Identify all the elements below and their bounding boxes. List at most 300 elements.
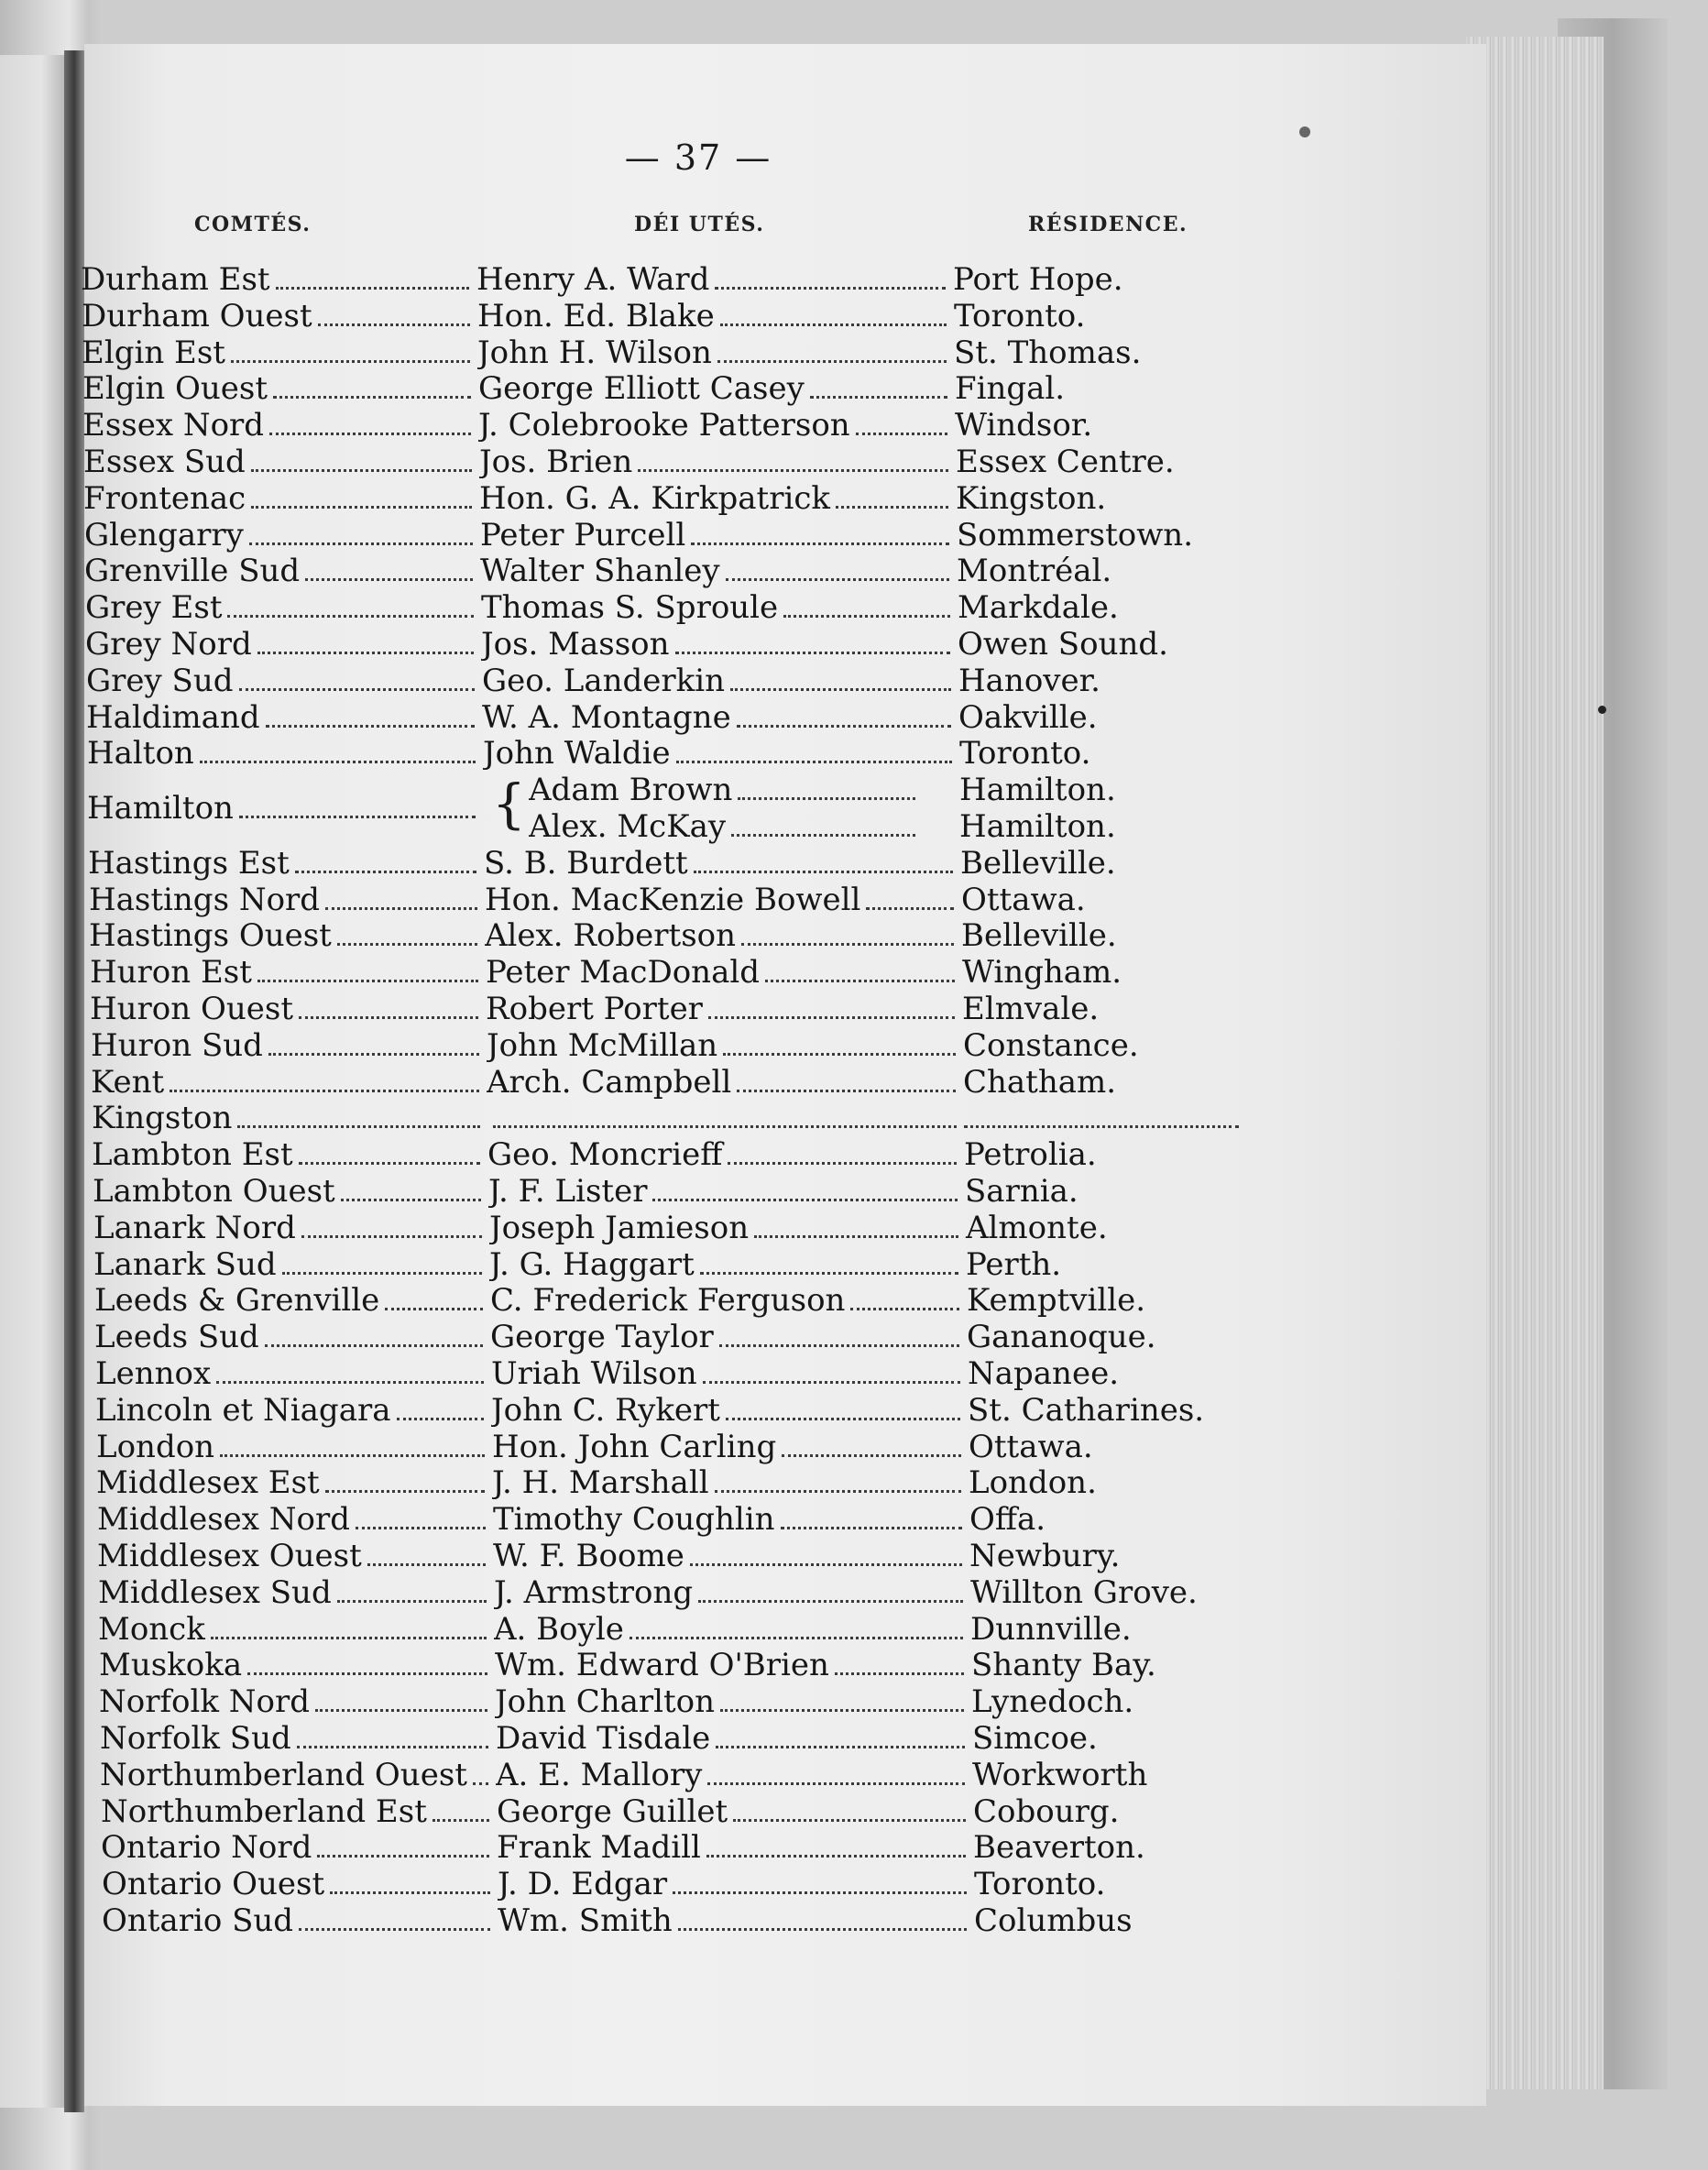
deputy-cell-text: S. B. Burdett [484,845,688,882]
county-cell [99,1647,495,1683]
deputy-cell-text: A. E. Mallory [496,1757,703,1793]
county-cell [98,1574,494,1611]
county-cell [95,1392,491,1429]
residence-cell: Petrolia. [964,1136,1097,1173]
residence-cell: Kingston. [956,480,1107,517]
table-row [0,589,1708,626]
dot-leader [305,575,473,581]
deputy-cell [476,261,953,298]
dot-leader [717,356,947,363]
residence-cell: Kemptville. [967,1282,1146,1319]
dot-leader [367,1560,486,1566]
deputy-cell [495,1683,971,1720]
county-cell [86,663,482,699]
county-cell [101,1829,497,1866]
dot-leader [276,283,469,290]
deputy-cell-text: Jos. Masson [481,626,670,663]
residence-cell: Willton Grove. [970,1574,1198,1611]
deputy-cell-text: Geo. Landerkin [482,663,726,699]
county-cell [95,1355,491,1392]
county-cell [91,1064,487,1101]
deputy-cell [478,407,955,444]
county-cell-text: Hastings Ouest [89,917,332,954]
deputy-cell-text: John Waldie [483,735,671,772]
residence-cell: Toronto. [954,298,1086,334]
county-cell [96,1429,492,1465]
deputy-cell [481,626,958,663]
deputy-cell-text: Arch. Campbell [487,1064,732,1101]
dot-leader [730,685,951,691]
residence-cell: Markdale. [958,589,1119,626]
residence-cell: London. [969,1464,1097,1501]
deputy-cell [529,808,923,845]
county-cell-text: Leeds & Grenville [94,1282,380,1319]
table-row [0,954,1708,991]
table-row [0,882,1708,918]
county-cell-text: Grenville Sud [84,553,301,589]
county-cell-text: Elgin Est [82,334,225,371]
residence-cell: Simcoe. [972,1720,1098,1757]
county-cell [92,1136,487,1173]
dot-leader [964,1122,1239,1128]
deputy-cell [489,1210,966,1246]
dot-leader [325,904,477,910]
county-cell [96,1464,492,1501]
deputy-cell [492,1429,969,1465]
deputy-cell [495,1647,971,1683]
residence-cell: St. Catharines. [968,1392,1205,1429]
deputy-cell-text: Henry A. Ward [476,261,710,298]
dot-leader [737,1086,956,1092]
deputy-cell-text: David Tisdale [496,1720,711,1757]
county-cell-text: Frontenac [83,480,246,517]
dot-leader [282,1268,482,1275]
dot-leader [356,1523,486,1529]
deputy-cell [496,1720,972,1757]
table-row [0,1501,1708,1538]
county-cell [81,261,476,298]
county-cell-text: Durham Est [81,261,270,298]
county-cell-text: Grey Nord [85,626,252,663]
county-cell [82,298,477,334]
table-row [0,1429,1708,1465]
table-row [0,1136,1708,1173]
table-row [0,1282,1708,1319]
county-cell-text: Lincoln et Niagara [95,1392,391,1429]
table-row [0,1720,1708,1757]
county-cell [94,1319,490,1355]
county-cell [84,553,480,589]
table-row [0,261,1708,298]
deputy-cell-text: Joseph Jamieson [489,1210,750,1246]
dot-leader [330,1888,490,1894]
dot-leader [690,1560,962,1566]
residence-cell: Oakville. [958,699,1098,736]
county-cell [92,1100,487,1136]
county-cell-text: Lanark Sud [93,1246,277,1283]
county-cell-text: Northumberland Est [101,1793,427,1830]
residence-cell: Wingham. [962,954,1122,991]
county-cell-text: Grey Sud [86,663,234,699]
dot-leader [836,502,948,509]
county-cell [86,699,482,736]
residence-cell: Belleville. [961,917,1117,954]
deputy-cell-text: J. F. Lister [488,1173,648,1210]
deputy-cell [477,334,954,371]
table-row [0,334,1708,371]
table-row [0,772,1708,845]
deputy-cell [480,517,957,553]
table-row [0,1683,1708,1720]
residence-cell: Shanty Bay. [971,1647,1156,1683]
county-cell-text: Lennox [95,1355,212,1392]
dot-leader [317,1851,489,1858]
residence-cell: Columbus [974,1902,1133,1939]
county-cell-text: Huron Sud [91,1027,263,1064]
table-row [0,553,1708,589]
county-cell [102,1866,498,1902]
dot-leader [493,1122,957,1128]
county-cell [93,1173,488,1210]
deputy-cell [482,663,958,699]
dot-leader [237,1122,480,1128]
residence-cell: Essex Centre. [956,444,1175,480]
residence-cell: Almonte. [966,1210,1108,1246]
deputy-cell-text: John Charlton [495,1683,716,1720]
deputy-cell-text: Frank Madill [497,1829,701,1866]
dot-leader [299,1013,478,1019]
dot-leader [266,721,475,728]
residence-cell: Hamilton. [959,808,1116,845]
dot-leader [299,1158,480,1165]
residence-cell: Ottawa. [961,882,1086,918]
dot-leader [432,1815,489,1822]
deputy-cell-text: George Elliott Casey [478,370,805,407]
county-cell [93,1210,489,1246]
deputy-cell [486,991,962,1027]
county-cell-text: Middlesex Nord [97,1501,351,1538]
dot-leader [726,575,949,581]
dot-leader [249,539,473,545]
county-cell-text: Kent [91,1064,165,1101]
dot-leader [754,1232,958,1238]
table-row [0,1574,1708,1611]
county-cell-text: Haldimand [86,699,260,736]
dot-leader [265,1341,483,1347]
dot-leader [337,939,477,946]
deputy-cell [493,1501,969,1538]
dot-leader [738,794,915,800]
deputy-cell-text: Uriah Wilson [491,1355,697,1392]
deputy-cell [498,1866,974,1902]
residence-cell: Port Hope. [953,261,1123,298]
dot-leader [299,1924,490,1931]
dot-leader [397,1414,484,1420]
table-row [0,1100,1708,1136]
dot-leader [318,320,470,326]
dot-leader [630,1633,963,1639]
table-row [0,1538,1708,1574]
deputy-cell [496,1757,972,1793]
county-cell-text: Middlesex Sud [98,1574,332,1611]
county-cell-text: Glengarry [84,517,244,553]
residence-cell: Hanover. [958,663,1100,699]
dot-leader [715,283,946,290]
dot-leader [715,1486,961,1493]
residence-cell: St. Thomas. [954,334,1142,371]
header-residence: RÉSIDENCE. [1028,213,1188,236]
county-cell [97,1501,493,1538]
residence-cell: Toronto. [959,735,1091,772]
dot-leader [170,1086,479,1092]
dot-leader [211,1633,487,1639]
deputy-cell [497,1793,973,1830]
county-cell [82,407,478,444]
table-row [0,1647,1708,1683]
deputy-cell-text: J. G. Haggart [489,1246,695,1283]
residence-cell: Napanee. [968,1355,1120,1392]
deputy-cell-text: George Guillet [497,1793,728,1830]
deputy-cell-text: W. F. Boome [493,1538,684,1574]
table-row [0,1210,1708,1246]
county-cell [100,1720,496,1757]
county-cell [94,1282,490,1319]
dot-leader [227,611,474,618]
dot-leader [315,1705,487,1712]
county-cell-text: Hastings Est [88,845,290,882]
table-row [0,1027,1708,1064]
deputy-cell [485,882,961,918]
county-cell-text: Hamilton [87,790,234,827]
residence-cell: Fingal. [955,370,1066,407]
deputy-cell [490,1319,967,1355]
county-cell-text: Lambton Ouest [93,1173,335,1210]
page-number: — 37 — [624,137,772,178]
county-cell [82,370,478,407]
header-deputies: DÉI UTÉS. [634,213,765,236]
deputy-cell-text: Peter Purcell [480,517,686,553]
deputy-cell-text: Hon. G. A. Kirkpatrick [479,480,830,517]
deputy-cell [498,1902,974,1939]
deputy-cell [487,1064,963,1101]
county-cell [88,845,484,882]
county-cell [93,1246,489,1283]
residence-cell [964,1100,1239,1136]
deputy-cell-text: George Taylor [490,1319,714,1355]
dot-leader [708,1013,955,1019]
residence-cell: Elmvale. [962,991,1100,1027]
county-cell [101,1793,497,1830]
deputy-cell [487,1136,964,1173]
dot-leader [473,1779,488,1785]
deputy-cell [491,1355,968,1392]
deputy-cell [479,480,956,517]
table-row [0,444,1708,480]
county-cell [97,1538,493,1574]
dot-leader [703,1377,960,1384]
residence-cell: Workworth [972,1757,1148,1793]
dot-leader [720,1705,964,1712]
dot-leader [676,757,952,763]
table-row [0,1902,1708,1939]
residence-cell: Hamilton. [959,772,1116,808]
table-row [0,1392,1708,1429]
dot-leader [251,502,472,509]
county-cell [85,626,481,663]
county-cell-text: Norfolk Sud [100,1720,291,1757]
dot-leader [691,539,949,545]
deputy-cell-text: Peter MacDonald [486,954,760,991]
county-cell [90,954,486,991]
dot-leader [741,939,954,946]
dot-leader [706,1851,966,1858]
dot-leader [810,392,947,399]
county-cell [98,1611,494,1648]
county-cell-text: Hastings Nord [89,882,321,918]
county-cell [84,517,480,553]
deputy-cell-text: Alex. Robertson [485,917,737,954]
county-cell [82,334,477,371]
dot-leader [698,1596,963,1603]
dot-leader [301,1232,482,1238]
county-cell [99,1683,495,1720]
deputy-cell [491,1392,968,1429]
county-cell-text: Durham Ouest [82,298,312,334]
ink-spot [1299,126,1310,137]
county-cell-text: Middlesex Est [96,1464,320,1501]
deputy-cell-text: Adam Brown [529,772,733,808]
dot-leader [273,392,471,399]
dot-leader [716,1742,965,1748]
county-cell-text: Huron Est [90,954,252,991]
dot-leader [726,1414,960,1420]
county-cell [89,882,485,918]
dot-leader [720,320,947,326]
deputy-cell [481,589,958,626]
dot-leader [295,867,476,873]
dot-leader [782,1451,961,1457]
dot-leader [783,611,950,618]
dot-leader [675,648,950,654]
dot-leader [269,429,471,435]
dot-leader [694,867,953,873]
county-cell-text: London [96,1429,215,1465]
deputy-cell-text: W. A. Montagne [482,699,731,736]
dot-leader [239,812,476,818]
dot-leader [652,1195,958,1201]
deputy-cell-text: Jos. Brien [479,444,633,480]
residence-cell: Montréal. [957,553,1112,589]
dot-leader [251,466,472,472]
county-cell [89,917,485,954]
dot-leader [341,1195,481,1201]
residence-cell: Constance. [963,1027,1139,1064]
brace-glyph: { [492,773,526,835]
residence-cell: Belleville. [960,845,1116,882]
county-cell-text: Ontario Nord [101,1829,312,1866]
dot-leader [257,648,474,654]
dot-leader [385,1304,483,1310]
dot-leader [200,757,476,763]
county-cell-text: Ontario Ouest [102,1866,325,1902]
table-row [0,1173,1708,1210]
dot-leader [835,1669,964,1675]
county-cell-text: Monck [98,1611,205,1648]
deputy-cell-text: Timothy Coughlin [493,1501,775,1538]
residence-cell: Ottawa. [969,1429,1093,1465]
deputy-cell-text: Alex. McKay [529,808,727,845]
dot-leader [765,976,955,982]
table-row [0,663,1708,699]
deputy-cell-text: Hon. MacKenzie Bowell [485,882,861,918]
deputy-cell-text: Wm. Smith [498,1902,673,1939]
deputy-cell [479,444,956,480]
residence-cell: Chatham. [963,1064,1117,1101]
table-row [0,1355,1708,1392]
residence-cell: Gananoque. [967,1319,1156,1355]
deputy-cell-text: Wm. Edward O'Brien [495,1647,829,1683]
table-row [0,735,1708,772]
table-row [0,1793,1708,1830]
deputy-cell-text: Hon. John Carling [492,1429,777,1465]
dot-leader [719,1341,959,1347]
dot-leader [856,429,947,435]
table-row [0,1319,1708,1355]
dot-leader [239,685,475,691]
county-cell-text: Norfolk Nord [99,1683,311,1720]
deputy-cell [492,1464,969,1501]
deputy-cell-text: Geo. Moncrieff [487,1136,723,1173]
table-row [0,917,1708,954]
table-row [0,1464,1708,1501]
county-cell-text: Lambton Est [92,1136,293,1173]
dot-leader [638,466,948,472]
county-cell [102,1902,498,1939]
table-row [0,991,1708,1027]
deputy-cell [490,1282,967,1319]
deputy-cell [482,699,958,736]
deputy-cell-text: J. Colebrooke Patterson [478,407,850,444]
dot-leader [216,1377,484,1384]
table-row [0,845,1708,882]
dot-leader [728,1158,957,1165]
deputy-cell [494,1574,970,1611]
residence-cell: Dunnville. [970,1611,1132,1648]
dot-leader [257,976,478,982]
dot-leader [337,1596,487,1603]
deputy-cell [483,735,959,772]
residence-cell: Lynedoch. [971,1683,1134,1720]
residence-cell: Sarnia. [965,1173,1078,1210]
table-row [0,298,1708,334]
deputy-cell [486,954,962,991]
deputy-cell [487,1100,964,1136]
deputy-cell-text: Thomas S. Sproule [481,589,779,626]
residence-cell: Cobourg. [973,1793,1120,1830]
dot-leader [733,1815,966,1822]
deputy-cell [485,917,961,954]
deputy-cell-text: John C. Rykert [491,1392,720,1429]
deputy-cell-text: C. Frederick Ferguson [490,1282,846,1319]
dot-leader [700,1268,958,1275]
deputy-cell-text: John H. Wilson [477,334,712,371]
dot-leader [731,830,915,837]
table-row [0,407,1708,444]
county-cell-text: Elgin Ouest [82,370,268,407]
county-cell [85,589,481,626]
dot-leader [247,1669,487,1675]
deputy-cell [480,553,957,589]
